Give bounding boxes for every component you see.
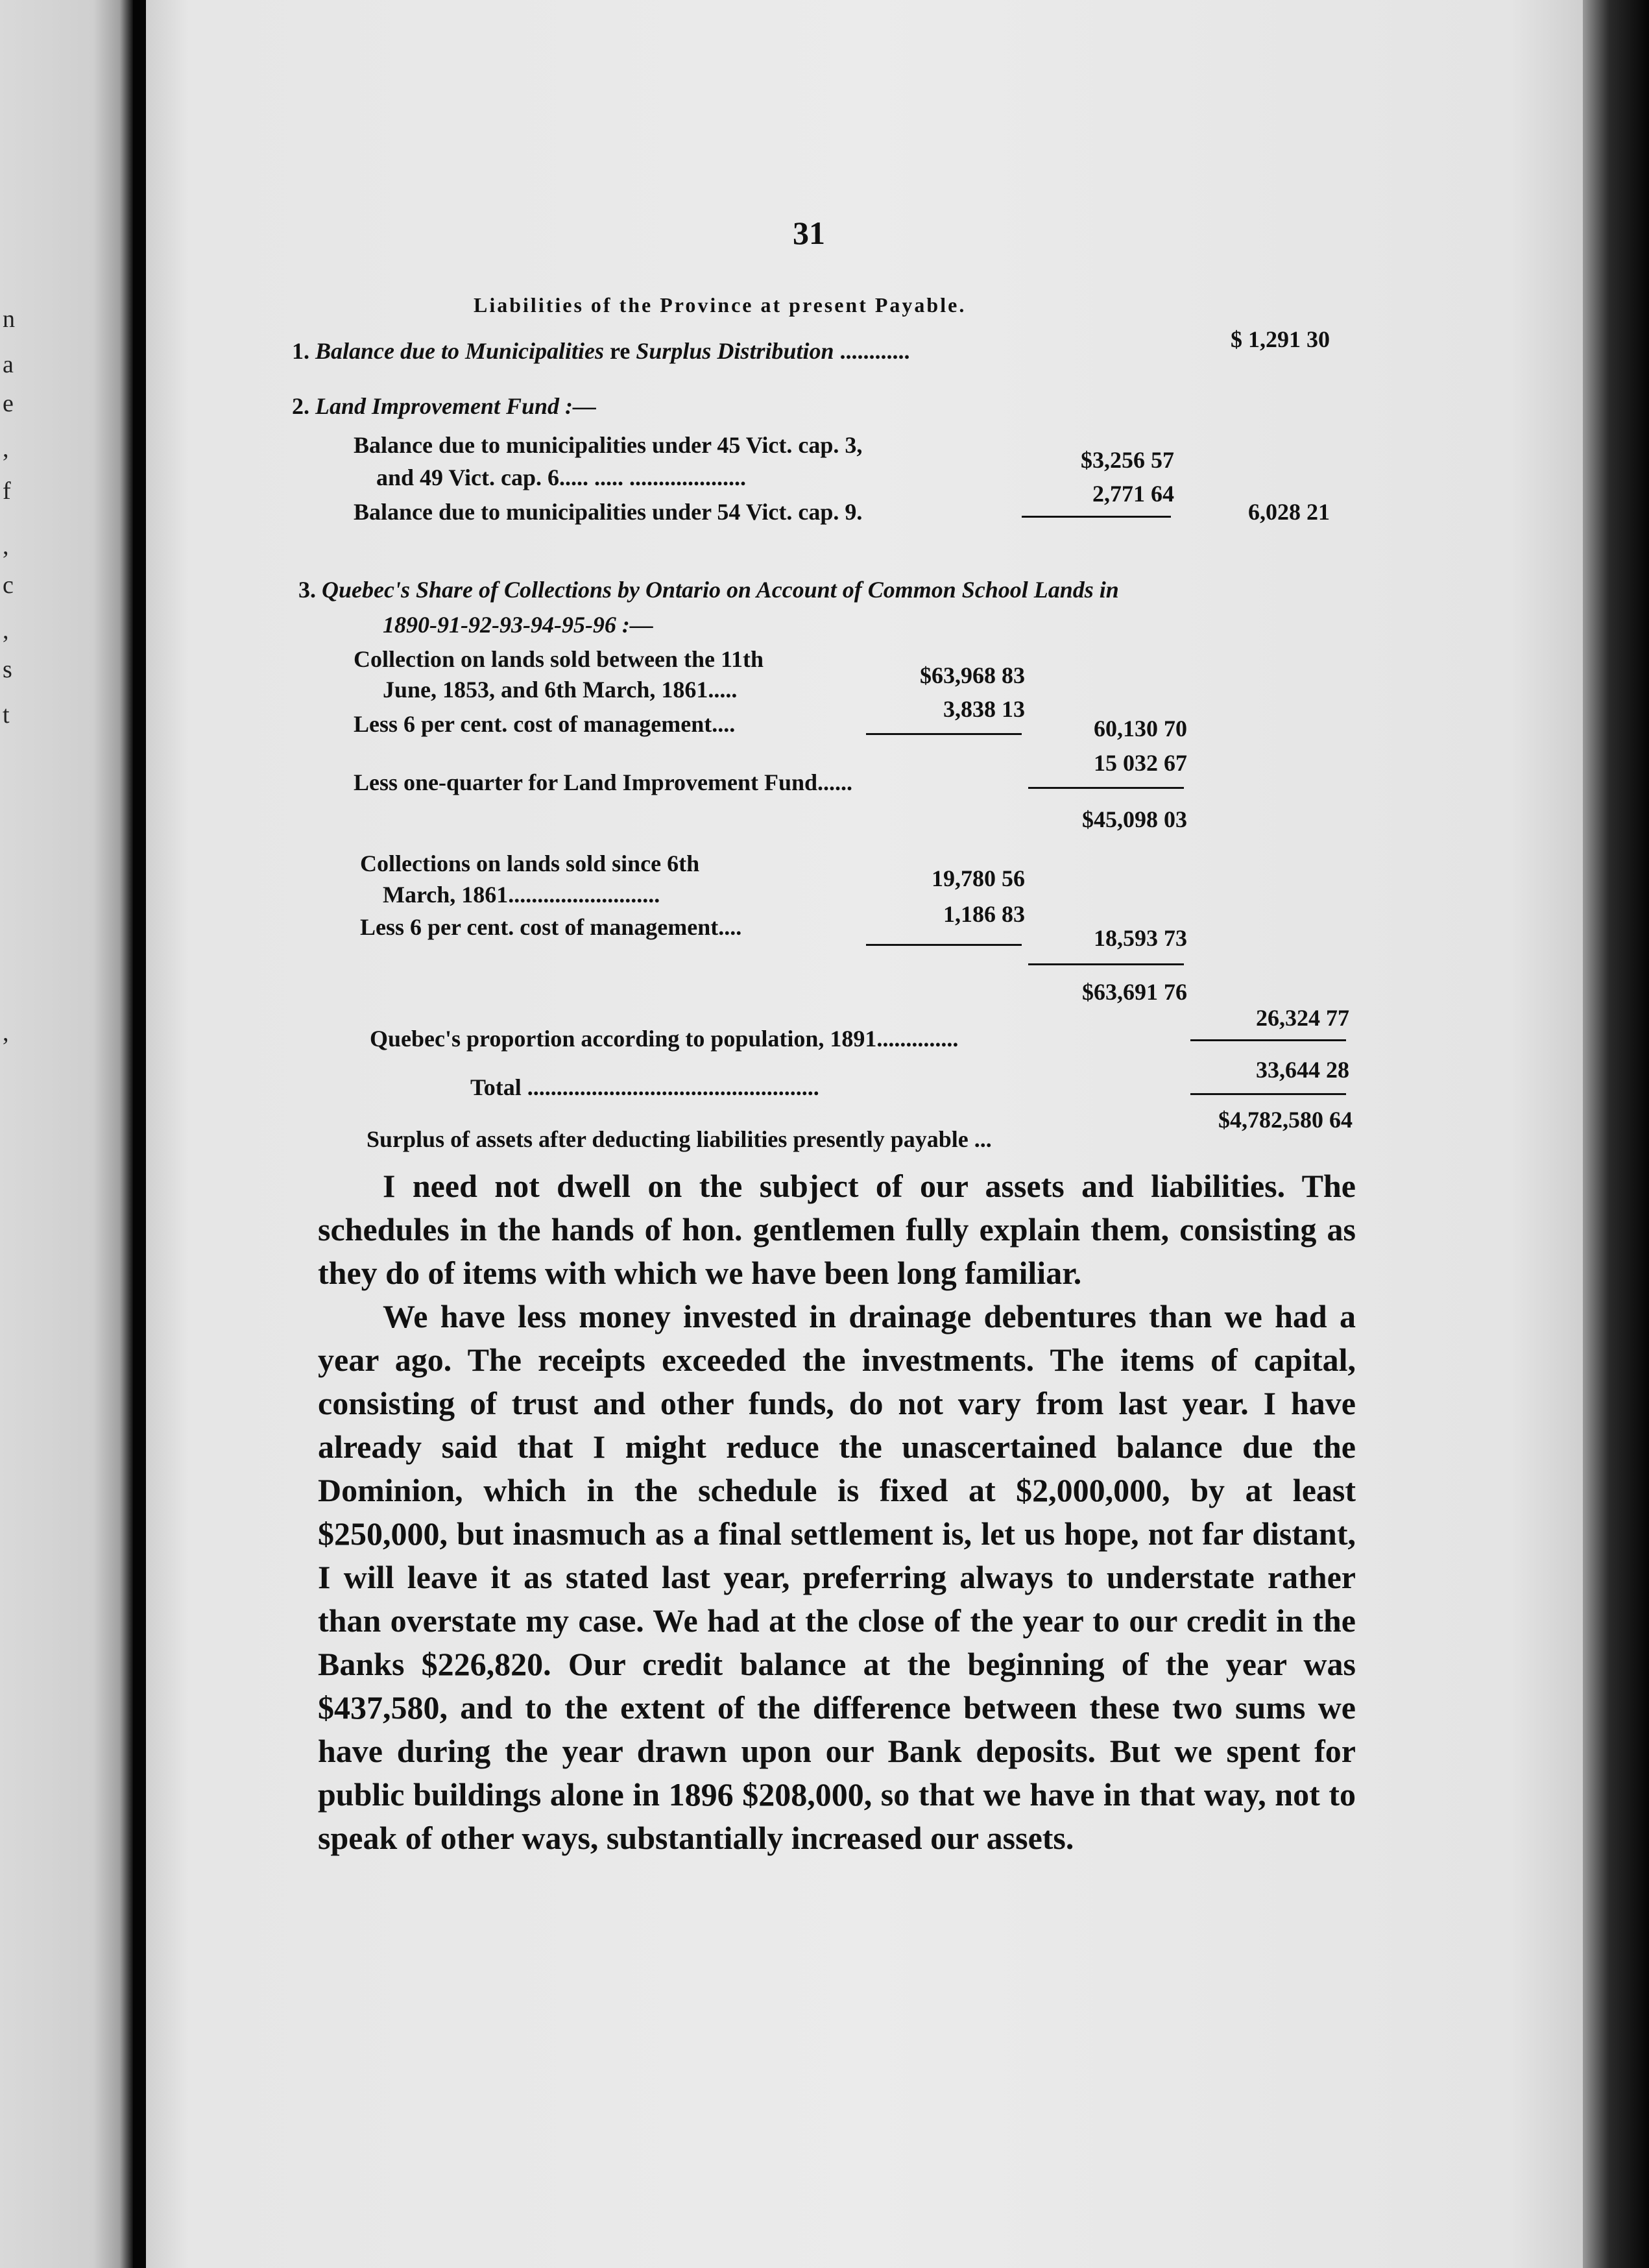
margin-fragment: t — [3, 701, 10, 729]
collections-sum: $63,691 76 — [1082, 979, 1187, 1005]
section-heading: Liabilities of the Province at present Payable. — [474, 293, 967, 317]
collection-1-line-b: June, 1853, and 6th March, 1861..... — [383, 677, 738, 703]
margin-fragment: c — [3, 572, 14, 599]
dot-leader: ............ — [834, 338, 910, 364]
item-3-title — [298, 576, 1119, 603]
collection-2-line-a: Collections on lands sold since 6th — [360, 850, 700, 876]
margin-fragment: s — [3, 656, 12, 683]
collection-1-amount: $63,968 83 — [920, 662, 1025, 688]
item-2-line-1a: Balance due to municipalities under 45 Vict. cap. 3, — [354, 432, 863, 458]
item-number: 1. — [292, 338, 309, 364]
total-amount: 33,644 28 — [1256, 1057, 1349, 1083]
collection-2-amount: 19,780 56 — [932, 865, 1025, 891]
item-label: Land Improvement Fund :— — [315, 393, 597, 419]
collection-1-line-a: Collection on lands sold between the 11th — [354, 646, 764, 672]
margin-fragment: , — [3, 533, 9, 560]
item-2-amount-2: 2,771 64 — [1092, 481, 1174, 507]
quebec-proportion-line: Quebec's proportion according to population, 1891.............. — [370, 1026, 959, 1052]
collection-2-net: 18,593 73 — [1094, 925, 1187, 951]
land-improvement-deduction-line: Less one-quarter for Land Improvement Fund...... — [354, 769, 853, 795]
sum-rule — [866, 944, 1022, 946]
paragraph: I need not dwell on the subject of our assets and liabilities. The schedules in the hands of hon. gentlemen fully explain them, consisting as they do of items with which we have been long familiar. — [318, 1168, 1356, 1291]
item-3-title-years: 1890-91-92-93-94-95-96 :— — [383, 612, 653, 638]
margin-fragment: n — [3, 306, 15, 333]
item-label: Quebec's Share of Collections by Ontario on Account of Common School Lands in — [322, 577, 1119, 603]
item-2-line-1b: and 49 Vict. cap. 6..... ..... .................... — [376, 464, 747, 490]
collection-2-line-b: March, 1861.......................... — [383, 882, 660, 908]
collection-1-net: 60,130 70 — [1094, 716, 1187, 742]
collection-2-less-line: Less 6 per cent. cost of management.... — [360, 914, 742, 940]
item-number: 2. — [292, 393, 309, 419]
margin-fragment: , — [3, 1019, 9, 1046]
facing-page-edge — [0, 0, 133, 2268]
item-2-title — [292, 392, 596, 420]
sum-rule — [1190, 1039, 1346, 1041]
item-2-amount-1: $3,256 57 — [1081, 447, 1174, 473]
sum-rule — [1028, 963, 1184, 965]
collection-1-less-amount: 3,838 13 — [943, 696, 1025, 722]
margin-fragment: f — [3, 477, 11, 505]
quebec-proportion-amount: 26,324 77 — [1256, 1005, 1349, 1031]
collection-1-subtotal: $45,098 03 — [1082, 806, 1187, 832]
surplus-line: Surplus of assets after deducting liabilities presently payable ... — [367, 1126, 992, 1152]
scan-right-edge — [1583, 0, 1649, 2268]
item-1-line — [292, 337, 910, 365]
surplus-amount: $4,782,580 64 — [1218, 1107, 1353, 1133]
margin-fragment: a — [3, 351, 14, 378]
page-number: 31 — [793, 215, 825, 251]
margin-fragment: , — [3, 617, 9, 644]
sum-rule — [1028, 787, 1184, 789]
margin-fragment: , — [3, 435, 9, 463]
sum-rule — [1022, 516, 1171, 518]
paragraph: We have less money invested in drainage debentures than we had a year ago. The receipts exceeded the investments. The items of capital, consisting of trust and other funds, do not vary from last year. I have already said that I might reduce the unascertained balance due the Dominion, which in the schedule is fixed at $2,000,000, by at least $250,000, but inasmuch as a final settlement is, let us hope, not far distant, I will leave it as stated last year, preferring always to understate rather than overstate my case. We had at the close of the year to our credit in the Banks $226,820. Our credit balance at the beginning of the year was $437,580, and to the extent of the difference between these two sums we have during the year drawn upon our Bank deposits. But we spent for public buildings alone in 1896 $208,000, so that we have in that way, not to speak of other ways, substantially increased our assets. — [318, 1298, 1356, 1856]
sum-rule — [1190, 1093, 1346, 1095]
sum-rule — [866, 733, 1022, 735]
item-2-total: 6,028 21 — [1248, 499, 1330, 525]
item-label-connector: re — [610, 338, 631, 364]
margin-fragment: e — [3, 390, 14, 417]
total-line: Total .................................................. — [470, 1074, 819, 1100]
collection-1-less-line: Less 6 per cent. cost of management.... — [354, 711, 736, 737]
collection-2-less-amount: 1,186 83 — [943, 901, 1025, 927]
land-improvement-deduction-amount: 15 032 67 — [1094, 750, 1187, 776]
item-label: Balance due to Municipalities — [315, 338, 605, 364]
item-label-continued: Surplus Distribution — [636, 338, 834, 364]
book-gutter — [133, 0, 146, 2268]
item-2-line-2: Balance due to municipalities under 54 Vict. cap. 9. — [354, 499, 863, 525]
body-text — [318, 1164, 1356, 1860]
item-number: 3. — [298, 577, 316, 603]
item-1-amount: $ 1,291 30 — [1231, 326, 1330, 352]
